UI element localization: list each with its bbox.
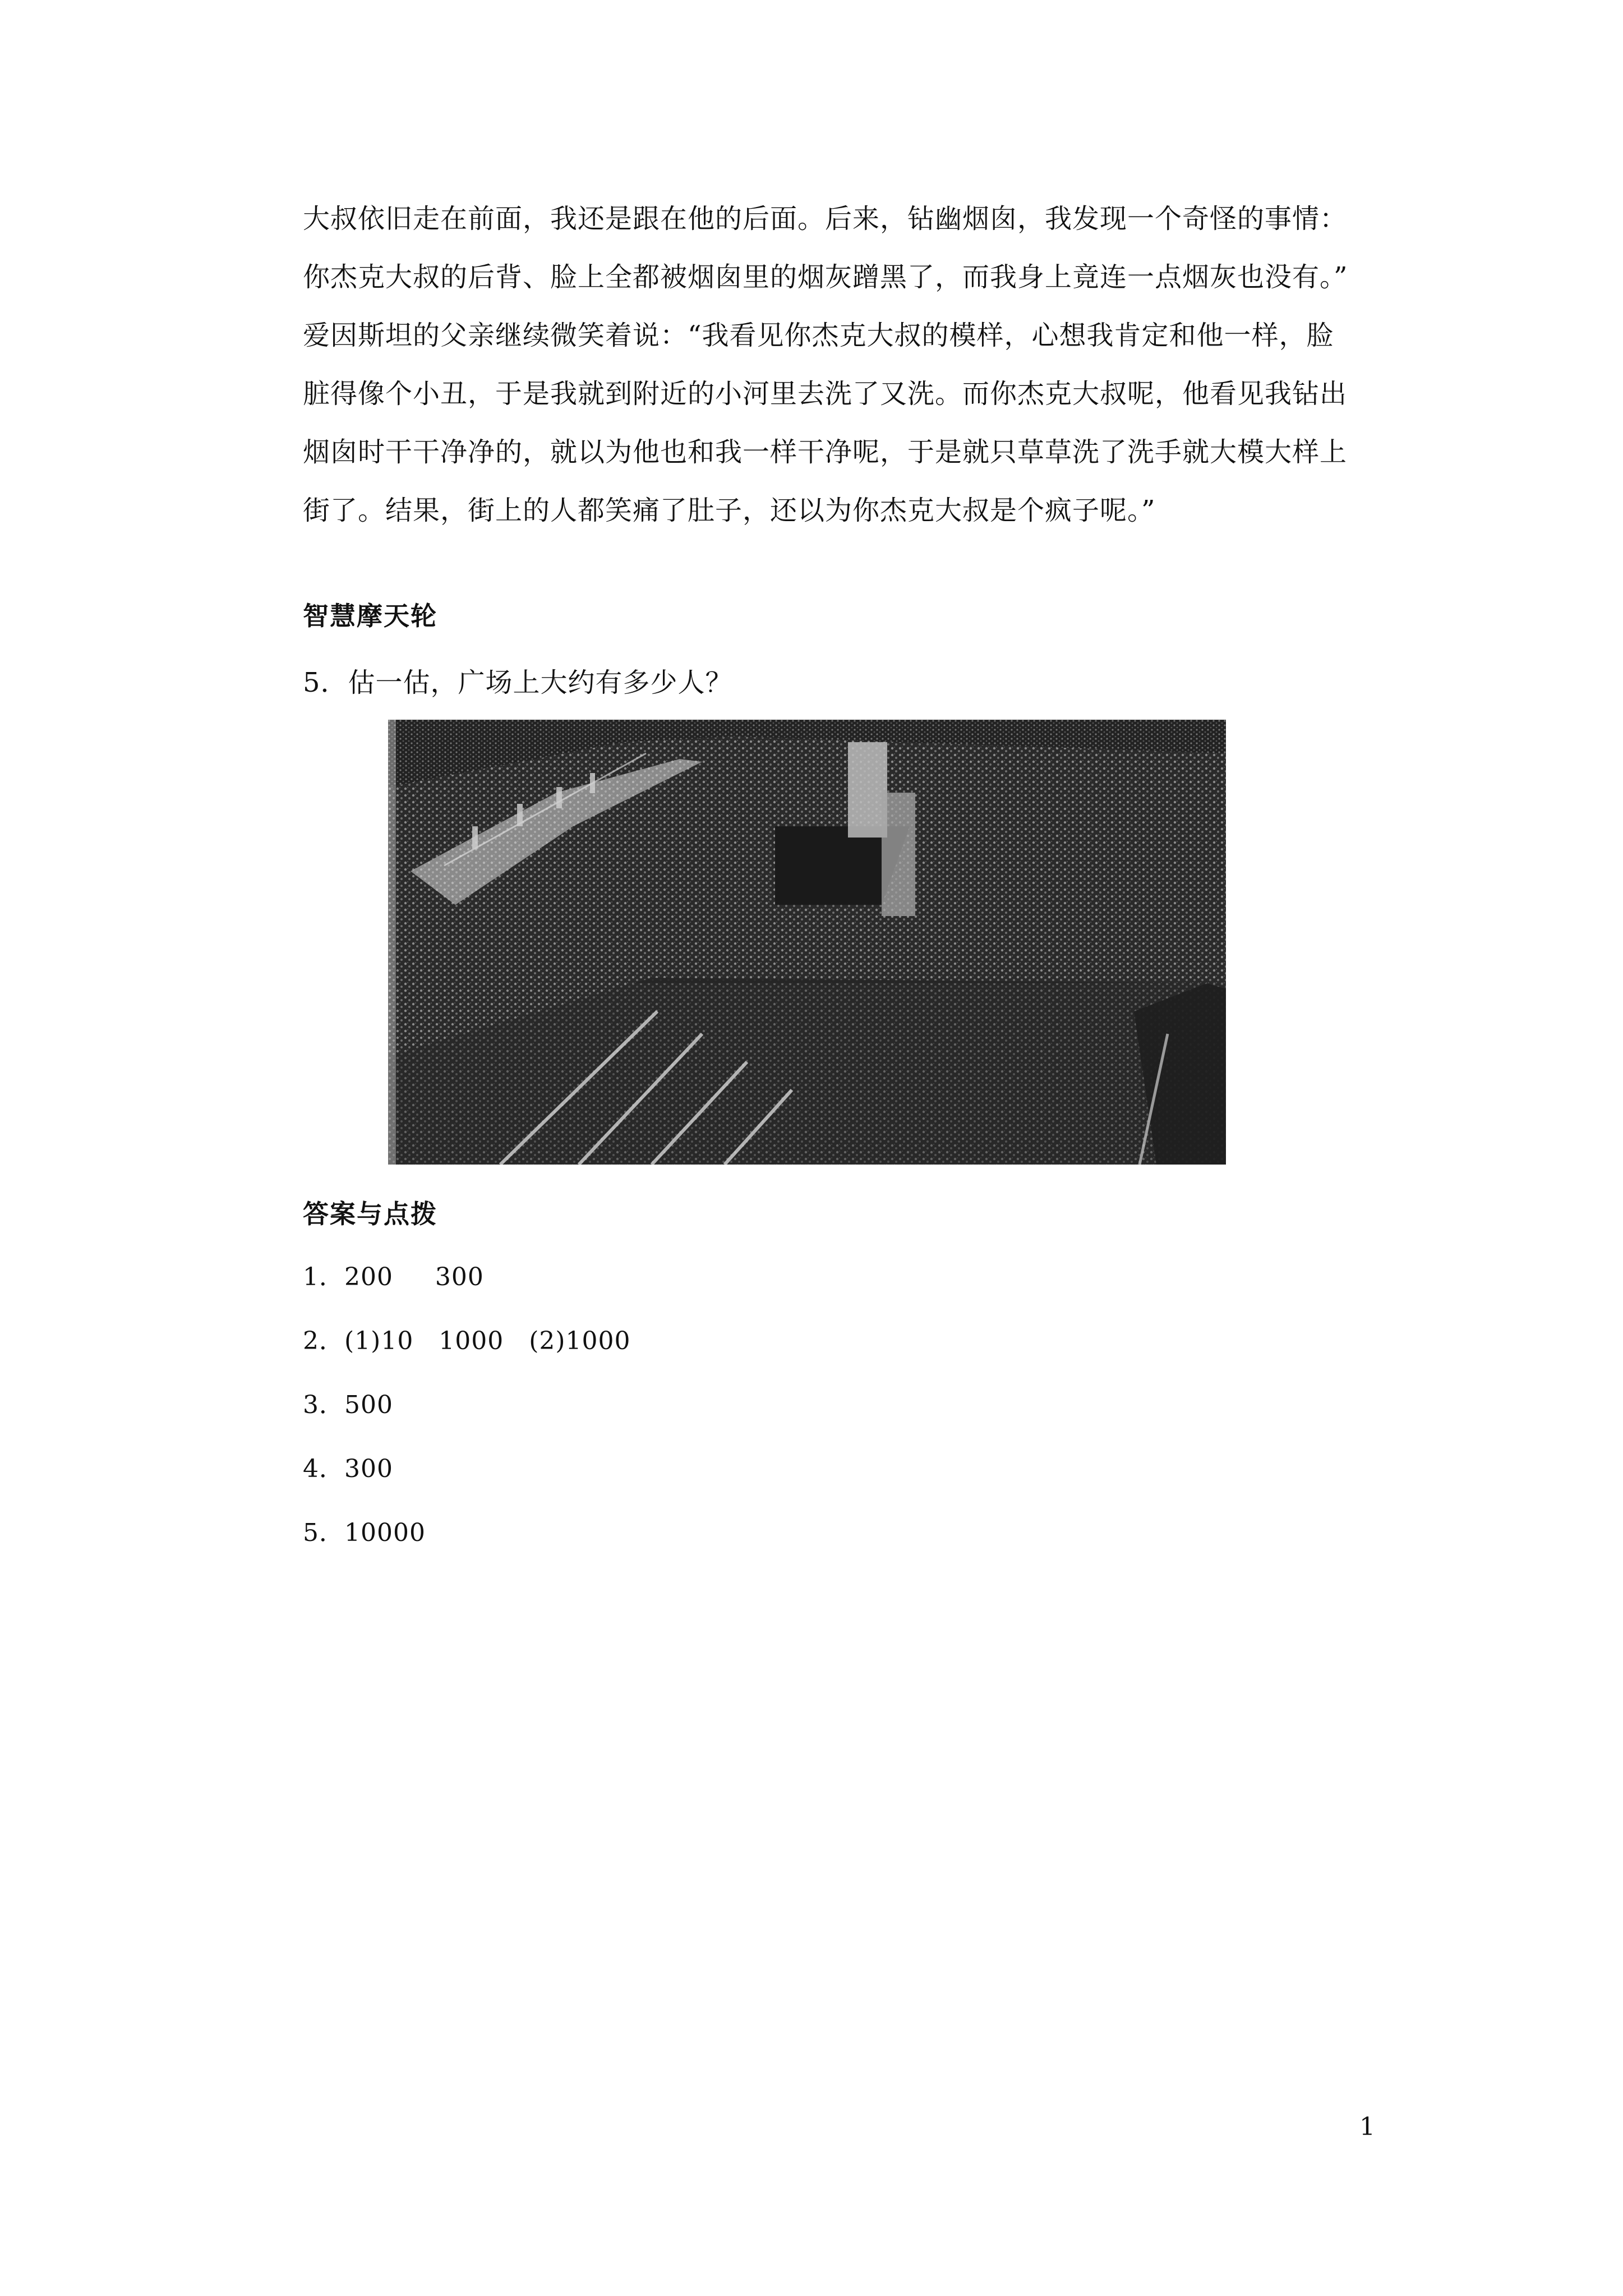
question-5: 5．估一估，广场上大约有多少人？ — [303, 667, 733, 698]
story-line: 爱因斯坦的父亲继续微笑着说：“我看见你杰克大叔的模样，心想我肯定和他一样，脸 — [303, 320, 1334, 351]
story-line: 大叔依旧走在前面，我还是跟在他的后面。后来，钻幽烟囱，我发现一个奇怪的事情： — [303, 203, 1348, 234]
story-line: 脏得像个小丑，于是我就到附近的小河里去洗了又洗。而你杰克大叔呢，他看见我钻出 — [303, 378, 1348, 409]
story-line: 你杰克大叔的后背、脸上全都被烟囱里的烟灰蹭黑了，而我身上竟连一点烟灰也没有。” — [303, 261, 1348, 293]
page-number: 1 — [1359, 2113, 1375, 2141]
section-heading-wisdom: 智慧摩天轮 — [303, 601, 437, 631]
story-line: 烟囱时干干净净的，就以为他也和我一样干净呢，于是就只草草洗了洗手就大模大样上 — [303, 436, 1348, 468]
story-line: 街了。结果，街上的人都笑痛了肚子，还以为你杰克大叔是个疯子呢。” — [303, 495, 1156, 526]
crowd-square-photo — [388, 720, 1226, 1165]
answer-item: 4．300 — [303, 1455, 393, 1483]
story-paragraph — [303, 190, 1385, 540]
answer-item: 5．10000 — [303, 1519, 426, 1547]
answer-item: 2．(1)10 1000 (2)1000 — [303, 1327, 631, 1355]
answer-item: 1．200 300 — [303, 1263, 484, 1291]
answer-item: 3．500 — [303, 1391, 393, 1419]
section-heading-answers: 答案与点拨 — [303, 1199, 437, 1229]
